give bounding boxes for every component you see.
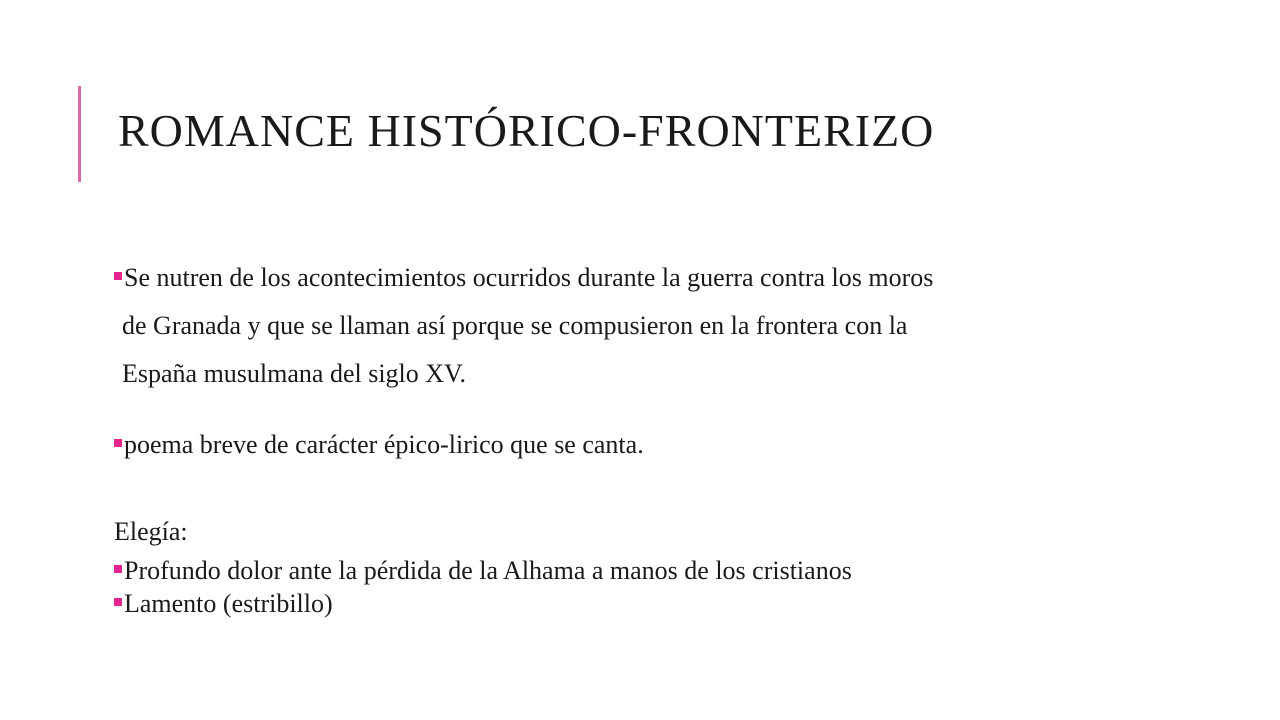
elegia-list bbox=[114, 554, 852, 620]
bullet-paragraph-2 bbox=[114, 429, 644, 461]
elegia-item-text: Profundo dolor ante la pérdida de la Alhama a manos de los cristianos bbox=[124, 556, 852, 585]
title-accent-bar bbox=[78, 86, 81, 182]
elegia-heading: Elegía: bbox=[114, 517, 188, 546]
elegia-list-item bbox=[114, 554, 852, 587]
paragraph1-line3: España musulmana del siglo XV. bbox=[122, 359, 466, 388]
square-bullet-icon bbox=[114, 272, 122, 280]
square-bullet-icon bbox=[114, 598, 122, 606]
paragraph1-line2: de Granada y que se llaman así porque se compusieron en la frontera con la bbox=[122, 311, 908, 340]
paragraph2-text: poema breve de carácter épico-lirico que se canta. bbox=[124, 430, 644, 459]
paragraph1-line1: Se nutren de los acontecimientos ocurridos durante la guerra contra los moros bbox=[124, 263, 934, 292]
elegia-item-text: Lamento (estribillo) bbox=[124, 589, 333, 618]
slide-title: ROMANCE HISTÓRICO-FRONTERIZO bbox=[118, 105, 935, 156]
bullet-paragraph-1 bbox=[114, 254, 1174, 398]
elegia-list-item bbox=[114, 587, 852, 620]
square-bullet-icon bbox=[114, 565, 122, 573]
square-bullet-icon bbox=[114, 439, 122, 447]
